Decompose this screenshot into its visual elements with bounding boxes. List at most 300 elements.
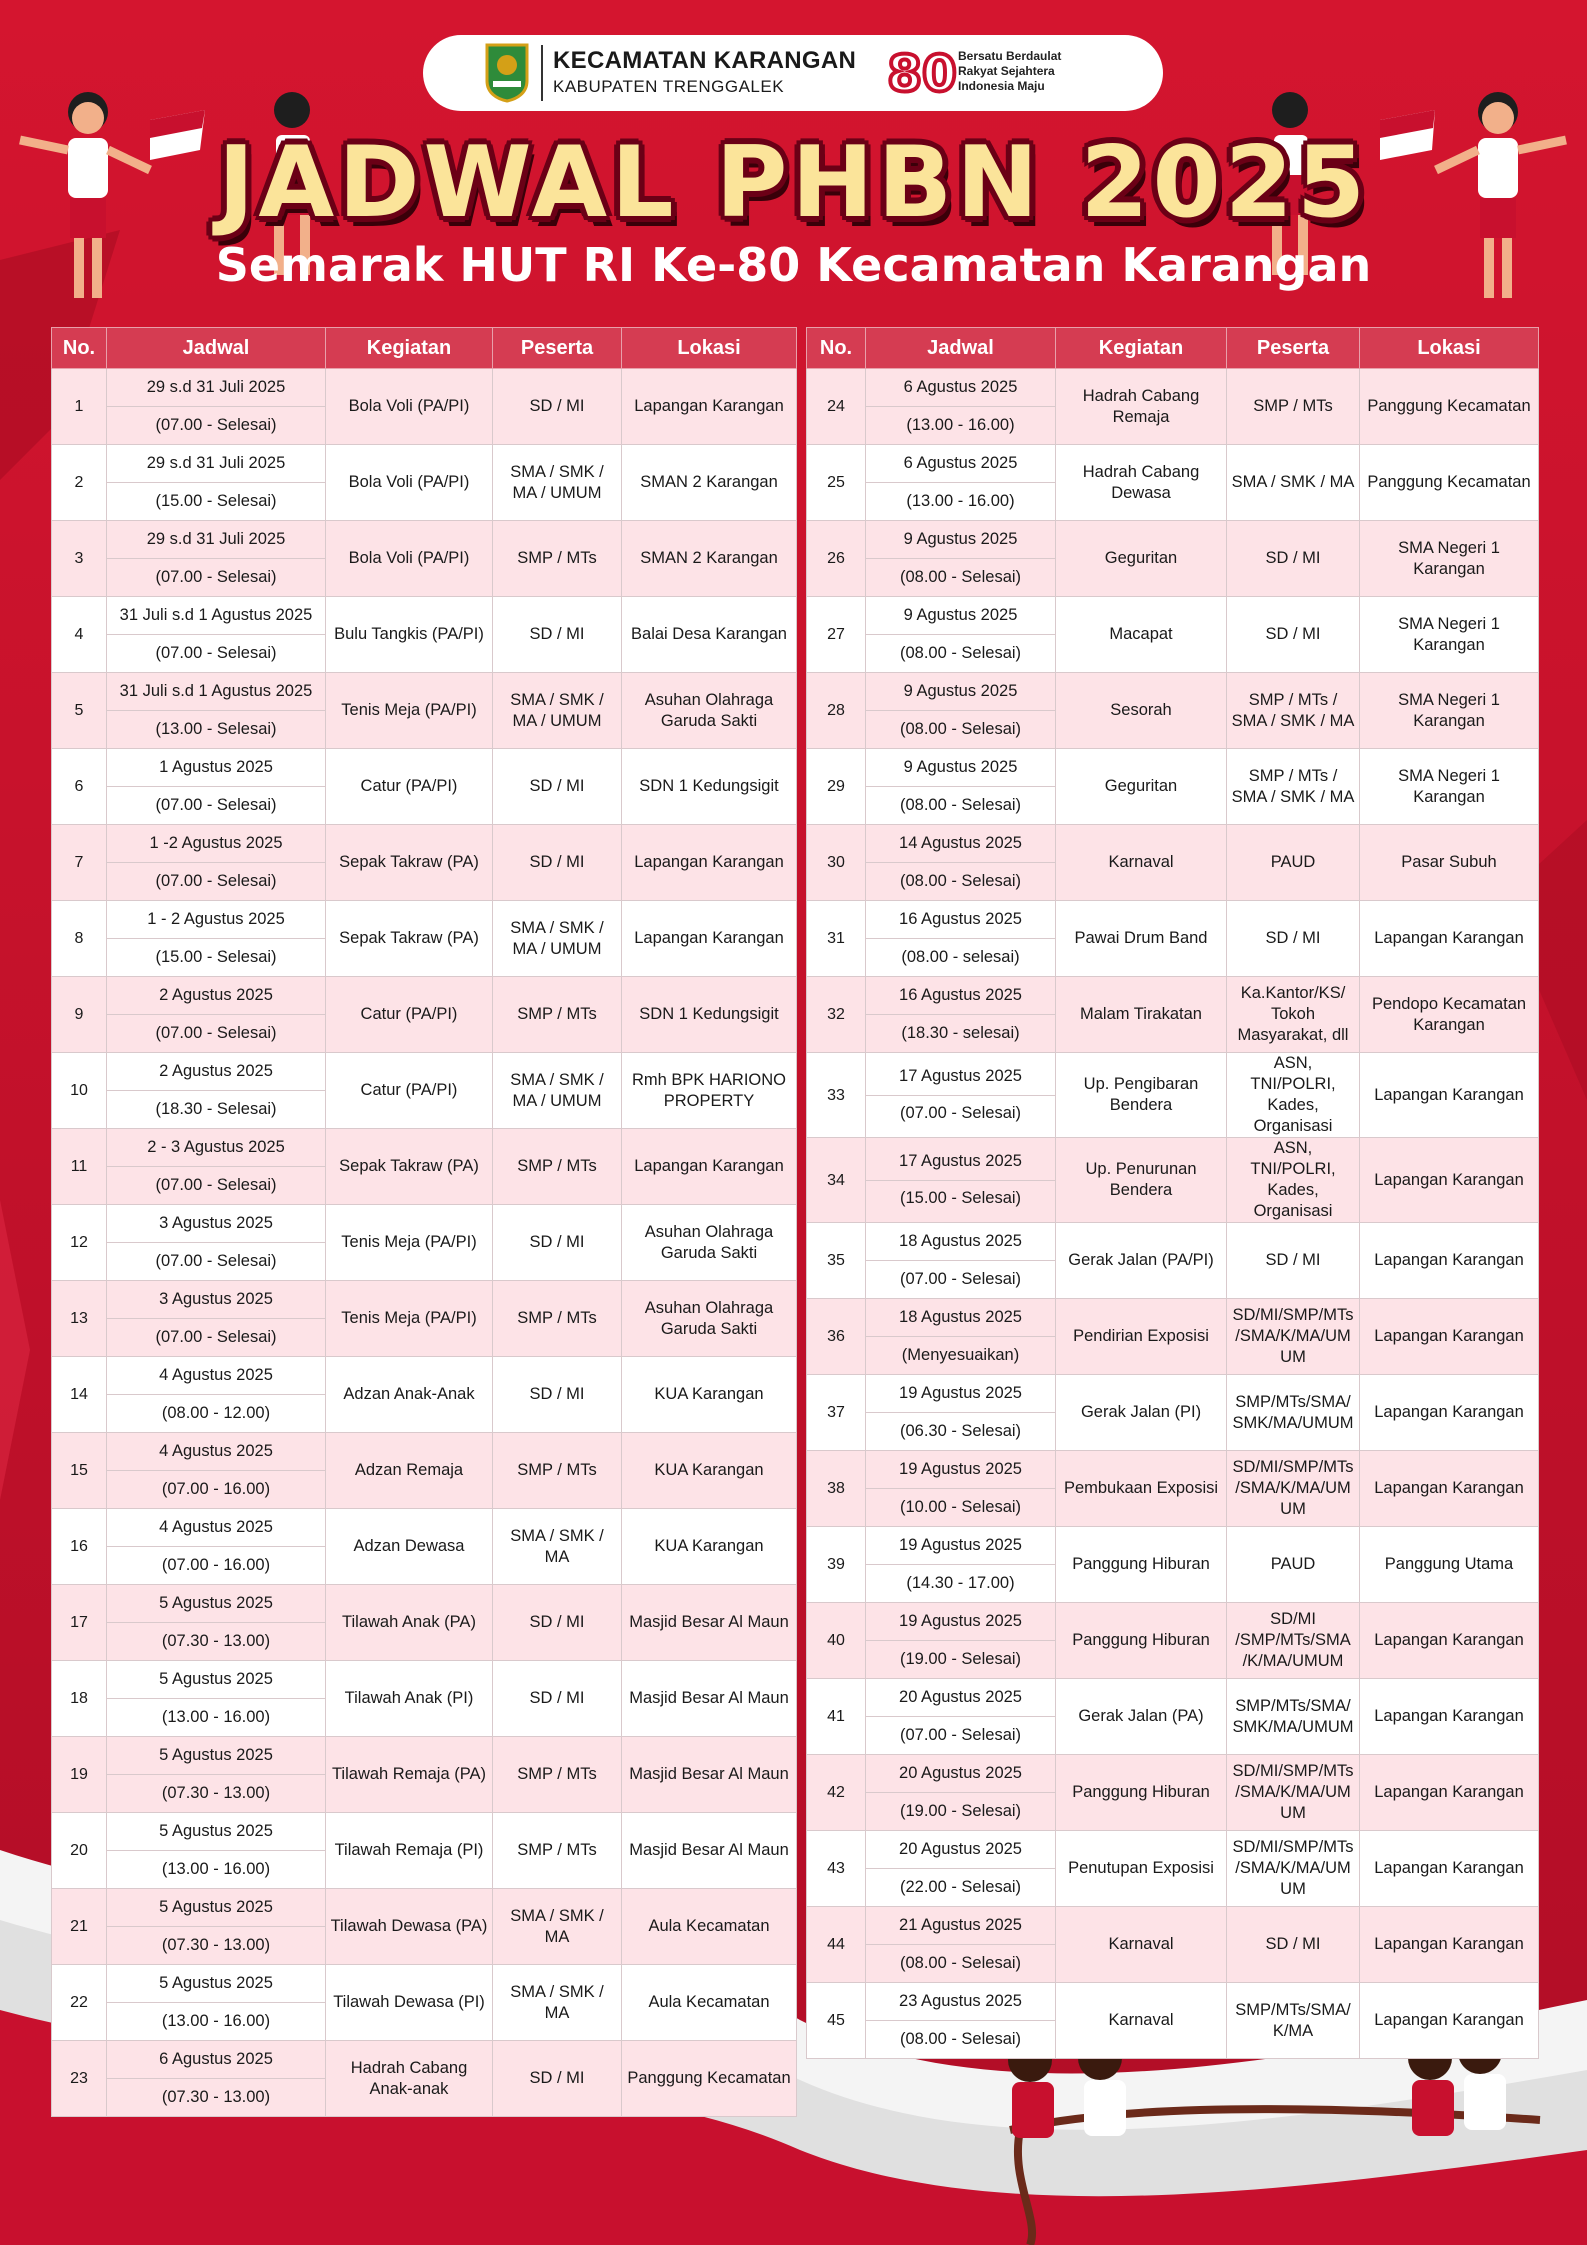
jadwal-cell bbox=[866, 1603, 1056, 1679]
row-number: 40 bbox=[807, 1603, 866, 1679]
lokasi-cell: Asuhan Olahraga Garuda Sakti bbox=[622, 1281, 797, 1357]
jadwal-cell bbox=[107, 825, 326, 901]
table-row bbox=[807, 1451, 1539, 1527]
jadwal-date: 16 Agustus 2025 bbox=[866, 902, 1055, 940]
row-number: 17 bbox=[52, 1585, 107, 1661]
peserta-cell: SD/MI/SMP/MTs /SMA/K/MA/UM UM bbox=[1227, 1299, 1360, 1375]
col-header-no: No. bbox=[807, 328, 866, 369]
table-row bbox=[52, 1129, 797, 1205]
lokasi-cell: Aula Kecamatan bbox=[622, 1889, 797, 1965]
jadwal-date: 20 Agustus 2025 bbox=[866, 1680, 1055, 1718]
kegiatan-cell: Tilawah Remaja (PA) bbox=[326, 1737, 493, 1813]
jadwal-date: 19 Agustus 2025 bbox=[866, 1452, 1055, 1490]
jadwal-time: (07.00 - Selesai) bbox=[899, 1725, 1022, 1744]
jadwal-time: (08.00 - Selesai) bbox=[899, 795, 1022, 814]
table-row bbox=[52, 445, 797, 521]
jadwal-date: 3 Agustus 2025 bbox=[107, 1206, 325, 1244]
table-row bbox=[807, 521, 1539, 597]
jadwal-time: (07.30 - 13.00) bbox=[161, 2087, 271, 2106]
jadwal-time: (07.00 - Selesai) bbox=[155, 1251, 277, 1270]
lokasi-cell: Masjid Besar Al Maun bbox=[622, 1737, 797, 1813]
lokasi-cell: Panggung Kecamatan bbox=[622, 2041, 797, 2117]
row-number: 32 bbox=[807, 977, 866, 1053]
table-row bbox=[52, 1053, 797, 1129]
jadwal-time: (08.00 - 12.00) bbox=[161, 1403, 271, 1422]
kegiatan-cell: Karnaval bbox=[1056, 1907, 1227, 1983]
row-number: 29 bbox=[807, 749, 866, 825]
jadwal-date: 6 Agustus 2025 bbox=[866, 370, 1055, 408]
peserta-cell: SMP / MTs bbox=[493, 1813, 622, 1889]
peserta-cell: SMA / SMK / MA / UMUM bbox=[493, 1053, 622, 1129]
row-number: 33 bbox=[807, 1053, 866, 1138]
jadwal-date: 18 Agustus 2025 bbox=[866, 1224, 1055, 1262]
kegiatan-cell: Sepak Takraw (PA) bbox=[326, 1129, 493, 1205]
kegiatan-cell: Penutupan Exposisi bbox=[1056, 1831, 1227, 1907]
jadwal-cell bbox=[107, 1585, 326, 1661]
kegiatan-cell: Panggung Hiburan bbox=[1056, 1755, 1227, 1831]
row-number: 25 bbox=[807, 445, 866, 521]
peserta-cell: SMP / MTs bbox=[493, 977, 622, 1053]
row-number: 4 bbox=[52, 597, 107, 673]
lokasi-cell: KUA Karangan bbox=[622, 1433, 797, 1509]
lokasi-cell: Panggung Utama bbox=[1360, 1527, 1539, 1603]
table-row bbox=[52, 673, 797, 749]
row-number: 30 bbox=[807, 825, 866, 901]
kegiatan-cell: Tilawah Anak (PA) bbox=[326, 1585, 493, 1661]
table-row bbox=[807, 901, 1539, 977]
kegiatan-cell: Bulu Tangkis (PA/PI) bbox=[326, 597, 493, 673]
table-row bbox=[807, 597, 1539, 673]
table-row bbox=[807, 1679, 1539, 1755]
jadwal-date: 2 Agustus 2025 bbox=[107, 1054, 325, 1092]
kegiatan-cell: Tilawah Anak (PI) bbox=[326, 1661, 493, 1737]
jadwal-time: (13.00 - 16.00) bbox=[906, 415, 1015, 434]
col-header-jadwal: Jadwal bbox=[866, 328, 1056, 369]
table-row bbox=[52, 1737, 797, 1813]
jadwal-time: (18.30 - selesai) bbox=[901, 1023, 1020, 1042]
kegiatan-cell: Adzan Remaja bbox=[326, 1433, 493, 1509]
jadwal-time: (07.30 - 13.00) bbox=[161, 1783, 271, 1802]
jadwal-cell bbox=[866, 521, 1056, 597]
lokasi-cell: Aula Kecamatan bbox=[622, 1965, 797, 2041]
jadwal-date: 9 Agustus 2025 bbox=[866, 522, 1055, 560]
lokasi-cell: Lapangan Karangan bbox=[1360, 1138, 1539, 1223]
row-number: 5 bbox=[52, 673, 107, 749]
jadwal-date: 6 Agustus 2025 bbox=[107, 2042, 325, 2080]
tagline-line3: Indonesia Maju bbox=[958, 79, 1045, 93]
lokasi-cell: SMAN 2 Karangan bbox=[622, 445, 797, 521]
kegiatan-cell: Sesorah bbox=[1056, 673, 1227, 749]
jadwal-date: 18 Agustus 2025 bbox=[866, 1300, 1055, 1338]
jadwal-cell bbox=[107, 901, 326, 977]
jadwal-date: 19 Agustus 2025 bbox=[866, 1604, 1055, 1642]
jadwal-cell bbox=[866, 597, 1056, 673]
jadwal-date: 5 Agustus 2025 bbox=[107, 1586, 325, 1624]
row-number: 23 bbox=[52, 2041, 107, 2117]
row-number: 31 bbox=[807, 901, 866, 977]
kegiatan-cell: Tilawah Dewasa (PI) bbox=[326, 1965, 493, 2041]
row-number: 10 bbox=[52, 1053, 107, 1129]
row-number: 8 bbox=[52, 901, 107, 977]
jadwal-cell bbox=[866, 1451, 1056, 1527]
peserta-cell: SD / MI bbox=[493, 1357, 622, 1433]
jadwal-time: (08.00 - selesai) bbox=[901, 947, 1020, 966]
table-row bbox=[52, 1965, 797, 2041]
lokasi-cell: Asuhan Olahraga Garuda Sakti bbox=[622, 1205, 797, 1281]
row-number: 6 bbox=[52, 749, 107, 825]
lokasi-cell: Lapangan Karangan bbox=[1360, 1223, 1539, 1299]
jadwal-date: 1 -2 Agustus 2025 bbox=[107, 826, 325, 864]
peserta-cell: SMP / MTs / SMA / SMK / MA bbox=[1227, 749, 1360, 825]
row-number: 41 bbox=[807, 1679, 866, 1755]
lokasi-cell: SMAN 2 Karangan bbox=[622, 521, 797, 597]
jadwal-cell bbox=[866, 1831, 1056, 1907]
kegiatan-cell: Tilawah Remaja (PI) bbox=[326, 1813, 493, 1889]
lokasi-cell: Panggung Kecamatan bbox=[1360, 369, 1539, 445]
jadwal-time: (07.00 - Selesai) bbox=[155, 1327, 277, 1346]
page-subtitle: Semarak HUT RI Ke-80 Kecamatan Karangan bbox=[215, 238, 1372, 292]
jadwal-time: (07.30 - 13.00) bbox=[161, 1935, 271, 1954]
lokasi-cell: Lapangan Karangan bbox=[1360, 1603, 1539, 1679]
jadwal-cell bbox=[107, 1661, 326, 1737]
kegiatan-cell: Up. Penurunan Bendera bbox=[1056, 1138, 1227, 1223]
kegiatan-cell: Gerak Jalan (PA/PI) bbox=[1056, 1223, 1227, 1299]
jadwal-time: (08.00 - Selesai) bbox=[899, 643, 1022, 662]
peserta-cell: SMP / MTs bbox=[1227, 369, 1360, 445]
kegiatan-cell: Macapat bbox=[1056, 597, 1227, 673]
lokasi-cell: Pasar Subuh bbox=[1360, 825, 1539, 901]
jadwal-time: (13.00 - 16.00) bbox=[161, 1707, 271, 1726]
jadwal-time: (19.00 - Selesai) bbox=[899, 1649, 1022, 1668]
jadwal-time: (06.30 - Selesai) bbox=[899, 1421, 1022, 1440]
jadwal-date: 9 Agustus 2025 bbox=[866, 598, 1055, 636]
peserta-cell: SMA / SMK / MA / UMUM bbox=[493, 901, 622, 977]
jadwal-time: (18.30 - Selesai) bbox=[155, 1099, 277, 1118]
peserta-cell: ASN, TNI/POLRI, Kades, Organisasi bbox=[1227, 1053, 1360, 1138]
kegiatan-cell: Pendirian Exposisi bbox=[1056, 1299, 1227, 1375]
kegiatan-cell: Hadrah Cabang Remaja bbox=[1056, 369, 1227, 445]
lokasi-cell: Lapangan Karangan bbox=[622, 825, 797, 901]
lokasi-cell: Lapangan Karangan bbox=[1360, 1755, 1539, 1831]
kegiatan-cell: Panggung Hiburan bbox=[1056, 1603, 1227, 1679]
jadwal-date: 2 - 3 Agustus 2025 bbox=[107, 1130, 325, 1168]
col-header-peserta: Peserta bbox=[493, 328, 622, 369]
jadwal-date: 5 Agustus 2025 bbox=[107, 1814, 325, 1852]
row-number: 34 bbox=[807, 1138, 866, 1223]
jadwal-date: 9 Agustus 2025 bbox=[866, 674, 1055, 712]
row-number: 2 bbox=[52, 445, 107, 521]
table-row bbox=[807, 369, 1539, 445]
peserta-cell: SD / MI bbox=[1227, 521, 1360, 597]
peserta-cell: SMP/MTs/SMA/ SMK/MA/UMUM bbox=[1227, 1375, 1360, 1451]
row-number: 12 bbox=[52, 1205, 107, 1281]
lokasi-cell: Lapangan Karangan bbox=[1360, 1053, 1539, 1138]
jadwal-date: 29 s.d 31 Juli 2025 bbox=[107, 370, 325, 408]
jadwal-date: 6 Agustus 2025 bbox=[866, 446, 1055, 484]
peserta-cell: SD / MI bbox=[493, 825, 622, 901]
row-number: 44 bbox=[807, 1907, 866, 1983]
table-row bbox=[807, 1907, 1539, 1983]
row-number: 15 bbox=[52, 1433, 107, 1509]
jadwal-cell bbox=[107, 1737, 326, 1813]
table-row bbox=[52, 825, 797, 901]
kegiatan-cell: Catur (PA/PI) bbox=[326, 977, 493, 1053]
kegiatan-cell: Tenis Meja (PA/PI) bbox=[326, 1281, 493, 1357]
table-row bbox=[807, 1527, 1539, 1603]
kegiatan-cell: Bola Voli (PA/PI) bbox=[326, 521, 493, 597]
table-row bbox=[52, 1433, 797, 1509]
jadwal-date: 23 Agustus 2025 bbox=[866, 1984, 1055, 2022]
jadwal-cell bbox=[107, 1281, 326, 1357]
lokasi-cell: Lapangan Karangan bbox=[1360, 1375, 1539, 1451]
lokasi-cell: SDN 1 Kedungsigit bbox=[622, 977, 797, 1053]
table-row bbox=[807, 1755, 1539, 1831]
jadwal-cell bbox=[866, 1527, 1056, 1603]
kegiatan-cell: Gerak Jalan (PI) bbox=[1056, 1375, 1227, 1451]
jadwal-date: 3 Agustus 2025 bbox=[107, 1282, 325, 1320]
jadwal-time: (08.00 - Selesai) bbox=[899, 871, 1022, 890]
kegiatan-cell: Tenis Meja (PA/PI) bbox=[326, 673, 493, 749]
table-row bbox=[52, 1281, 797, 1357]
row-number: 20 bbox=[52, 1813, 107, 1889]
jadwal-cell bbox=[866, 749, 1056, 825]
col-header-lokasi: Lokasi bbox=[622, 328, 797, 369]
col-header-no: No. bbox=[52, 328, 107, 369]
peserta-cell: SMA / SMK / MA / UMUM bbox=[493, 673, 622, 749]
lokasi-cell: Masjid Besar Al Maun bbox=[622, 1813, 797, 1889]
page-title: JADWAL PHBN 2025 bbox=[217, 126, 1370, 240]
kegiatan-cell: Geguritan bbox=[1056, 521, 1227, 597]
lokasi-cell: KUA Karangan bbox=[622, 1357, 797, 1433]
jadwal-cell bbox=[107, 369, 326, 445]
jadwal-date: 1 Agustus 2025 bbox=[107, 750, 325, 788]
table-row bbox=[807, 1223, 1539, 1299]
row-number: 22 bbox=[52, 1965, 107, 2041]
table-row bbox=[807, 1053, 1539, 1138]
jadwal-time: (07.00 - Selesai) bbox=[899, 1104, 1022, 1123]
row-number: 45 bbox=[807, 1983, 866, 2059]
peserta-cell: Ka.Kantor/KS/ Tokoh Masyarakat, dll bbox=[1227, 977, 1360, 1053]
lokasi-cell: Lapangan Karangan bbox=[622, 1129, 797, 1205]
peserta-cell: SD / MI bbox=[493, 597, 622, 673]
hut-ri-80-logo-icon bbox=[887, 43, 957, 103]
peserta-cell: SMA / SMK / MA bbox=[493, 1509, 622, 1585]
lokasi-cell: Lapangan Karangan bbox=[1360, 901, 1539, 977]
jadwal-cell bbox=[107, 445, 326, 521]
kegiatan-cell: Catur (PA/PI) bbox=[326, 749, 493, 825]
table-row bbox=[52, 1813, 797, 1889]
peserta-cell: SMA / SMK / MA bbox=[493, 1965, 622, 2041]
table-row bbox=[807, 1375, 1539, 1451]
jadwal-date: 19 Agustus 2025 bbox=[866, 1528, 1055, 1566]
jadwal-time: (10.00 - Selesai) bbox=[899, 1497, 1022, 1516]
row-number: 24 bbox=[807, 369, 866, 445]
row-number: 1 bbox=[52, 369, 107, 445]
jadwal-date: 2 Agustus 2025 bbox=[107, 978, 325, 1016]
peserta-cell: SD / MI bbox=[1227, 1223, 1360, 1299]
col-header-jadwal: Jadwal bbox=[107, 328, 326, 369]
row-number: 26 bbox=[807, 521, 866, 597]
peserta-cell: SMP/MTs/SMA/ K/MA bbox=[1227, 1983, 1360, 2059]
kegiatan-cell: Hadrah Cabang Anak-anak bbox=[326, 2041, 493, 2117]
jadwal-time: (15.00 - Selesai) bbox=[155, 491, 277, 510]
jadwal-date: 4 Agustus 2025 bbox=[107, 1434, 325, 1472]
jadwal-date: 1 - 2 Agustus 2025 bbox=[107, 902, 325, 940]
jadwal-cell bbox=[107, 1433, 326, 1509]
jadwal-time: (07.00 - Selesai) bbox=[155, 1175, 277, 1194]
kegiatan-cell: Bola Voli (PA/PI) bbox=[326, 445, 493, 521]
lokasi-cell: Lapangan Karangan bbox=[1360, 1907, 1539, 1983]
jadwal-cell bbox=[107, 1889, 326, 1965]
org-line2: KABUPATEN TRENGGALEK bbox=[553, 77, 785, 96]
jadwal-cell bbox=[866, 901, 1056, 977]
jadwal-cell bbox=[107, 1205, 326, 1281]
jadwal-date: 5 Agustus 2025 bbox=[107, 1738, 325, 1776]
jadwal-date: 20 Agustus 2025 bbox=[866, 1832, 1055, 1870]
lokasi-cell: SMA Negeri 1 Karangan bbox=[1360, 673, 1539, 749]
jadwal-cell bbox=[866, 977, 1056, 1053]
peserta-cell: SD / MI bbox=[493, 1661, 622, 1737]
jadwal-time: (07.00 - Selesai) bbox=[155, 415, 277, 434]
jadwal-cell bbox=[866, 1679, 1056, 1755]
peserta-cell: SD/MI/SMP/MTs /SMA/K/MA/UM UM bbox=[1227, 1755, 1360, 1831]
jadwal-date: 20 Agustus 2025 bbox=[866, 1756, 1055, 1794]
jadwal-time: (Menyesuaikan) bbox=[901, 1345, 1020, 1364]
peserta-cell: SD / MI bbox=[1227, 1907, 1360, 1983]
row-number: 3 bbox=[52, 521, 107, 597]
row-number: 39 bbox=[807, 1527, 866, 1603]
peserta-cell: ASN, TNI/POLRI, Kades, Organisasi bbox=[1227, 1138, 1360, 1223]
peserta-cell: SD / MI bbox=[493, 1585, 622, 1661]
lokasi-cell: Panggung Kecamatan bbox=[1360, 445, 1539, 521]
lokasi-cell: Lapangan Karangan bbox=[1360, 1451, 1539, 1527]
kegiatan-cell: Pembukaan Exposisi bbox=[1056, 1451, 1227, 1527]
lokasi-cell: Masjid Besar Al Maun bbox=[622, 1661, 797, 1737]
kegiatan-cell: Bola Voli (PA/PI) bbox=[326, 369, 493, 445]
jadwal-time: (15.00 - Selesai) bbox=[899, 1189, 1022, 1208]
jadwal-time: (22.00 - Selesai) bbox=[899, 1877, 1022, 1896]
lokasi-cell: Lapangan Karangan bbox=[1360, 1679, 1539, 1755]
lokasi-cell: Rmh BPK HARIONO PROPERTY bbox=[622, 1053, 797, 1129]
jadwal-cell bbox=[866, 445, 1056, 521]
jadwal-cell bbox=[107, 1813, 326, 1889]
jadwal-cell bbox=[107, 1129, 326, 1205]
jadwal-time: (15.00 - Selesai) bbox=[155, 947, 277, 966]
col-header-kegiatan: Kegiatan bbox=[326, 328, 493, 369]
jadwal-cell bbox=[107, 1509, 326, 1585]
jadwal-time: (13.00 - 16.00) bbox=[161, 2011, 271, 2030]
table-row bbox=[52, 2041, 797, 2117]
jadwal-date: 14 Agustus 2025 bbox=[866, 826, 1055, 864]
table-row bbox=[52, 1205, 797, 1281]
lokasi-cell: Lapangan Karangan bbox=[622, 369, 797, 445]
jadwal-date: 31 Juli s.d 1 Agustus 2025 bbox=[107, 598, 325, 636]
tagline-line1: Bersatu Berdaulat bbox=[958, 49, 1062, 63]
schedule-table-right bbox=[806, 327, 1539, 2059]
peserta-cell: SD / MI bbox=[493, 369, 622, 445]
row-number: 9 bbox=[52, 977, 107, 1053]
kegiatan-cell: Karnaval bbox=[1056, 825, 1227, 901]
table-row bbox=[52, 1509, 797, 1585]
table-row bbox=[52, 369, 797, 445]
row-number: 16 bbox=[52, 1509, 107, 1585]
lokasi-cell: SMA Negeri 1 Karangan bbox=[1360, 749, 1539, 825]
jadwal-cell bbox=[866, 1223, 1056, 1299]
row-number: 28 bbox=[807, 673, 866, 749]
peserta-cell: SMA / SMK / MA bbox=[493, 1889, 622, 1965]
kegiatan-cell: Tilawah Dewasa (PA) bbox=[326, 1889, 493, 1965]
kegiatan-cell: Catur (PA/PI) bbox=[326, 1053, 493, 1129]
jadwal-time: (07.00 - Selesai) bbox=[155, 1023, 277, 1042]
jadwal-date: 4 Agustus 2025 bbox=[107, 1358, 325, 1396]
kegiatan-cell: Adzan Anak-Anak bbox=[326, 1357, 493, 1433]
row-number: 42 bbox=[807, 1755, 866, 1831]
jadwal-date: 17 Agustus 2025 bbox=[866, 1058, 1055, 1096]
peserta-cell: SD / MI bbox=[493, 2041, 622, 2117]
jadwal-time: (13.00 - Selesai) bbox=[155, 719, 277, 738]
row-number: 11 bbox=[52, 1129, 107, 1205]
peserta-cell: SD / MI bbox=[1227, 901, 1360, 977]
jadwal-cell bbox=[107, 1357, 326, 1433]
jadwal-date: 17 Agustus 2025 bbox=[866, 1143, 1055, 1181]
table-row bbox=[807, 445, 1539, 521]
jadwal-time: (07.00 - Selesai) bbox=[155, 567, 277, 586]
lokasi-cell: Lapangan Karangan bbox=[622, 901, 797, 977]
peserta-cell: SD / MI bbox=[493, 1205, 622, 1281]
lokasi-cell: SMA Negeri 1 Karangan bbox=[1360, 597, 1539, 673]
schedule-table-left bbox=[51, 327, 797, 2117]
kegiatan-cell: Pawai Drum Band bbox=[1056, 901, 1227, 977]
jadwal-time: (13.00 - 16.00) bbox=[906, 491, 1015, 510]
jadwal-date: 5 Agustus 2025 bbox=[107, 1890, 325, 1928]
table-row bbox=[807, 1831, 1539, 1907]
jadwal-time: (13.00 - 16.00) bbox=[161, 1859, 271, 1878]
kegiatan-cell: Sepak Takraw (PA) bbox=[326, 825, 493, 901]
jadwal-cell bbox=[866, 673, 1056, 749]
organization-name bbox=[553, 47, 856, 97]
tagline-line2: Rakyat Sejahtera bbox=[958, 64, 1055, 78]
jadwal-cell bbox=[866, 1375, 1056, 1451]
row-number: 35 bbox=[807, 1223, 866, 1299]
col-header-peserta: Peserta bbox=[1227, 328, 1360, 369]
peserta-cell: SMP / MTs bbox=[493, 1281, 622, 1357]
jadwal-time: (14.30 - 17.00) bbox=[906, 1573, 1015, 1592]
lokasi-cell: Masjid Besar Al Maun bbox=[622, 1585, 797, 1661]
table-row bbox=[52, 1661, 797, 1737]
jadwal-cell bbox=[107, 597, 326, 673]
jadwal-date: 31 Juli s.d 1 Agustus 2025 bbox=[107, 674, 325, 712]
row-number: 43 bbox=[807, 1831, 866, 1907]
lokasi-cell: Lapangan Karangan bbox=[1360, 1983, 1539, 2059]
jadwal-cell bbox=[107, 521, 326, 597]
jadwal-cell bbox=[107, 1053, 326, 1129]
jadwal-cell bbox=[866, 1755, 1056, 1831]
kegiatan-cell: Gerak Jalan (PA) bbox=[1056, 1679, 1227, 1755]
kegiatan-cell: Adzan Dewasa bbox=[326, 1509, 493, 1585]
jadwal-cell bbox=[866, 825, 1056, 901]
header-divider bbox=[541, 45, 543, 101]
kegiatan-cell: Tenis Meja (PA/PI) bbox=[326, 1205, 493, 1281]
jadwal-time: (07.00 - 16.00) bbox=[161, 1555, 271, 1574]
lokasi-cell: Pendopo Kecamatan Karangan bbox=[1360, 977, 1539, 1053]
jadwal-cell bbox=[107, 2041, 326, 2117]
jadwal-cell bbox=[107, 1965, 326, 2041]
row-number: 21 bbox=[52, 1889, 107, 1965]
kegiatan-cell: Up. Pengibaran Bendera bbox=[1056, 1053, 1227, 1138]
kegiatan-cell: Panggung Hiburan bbox=[1056, 1527, 1227, 1603]
jadwal-date: 21 Agustus 2025 bbox=[866, 1908, 1055, 1946]
row-number: 18 bbox=[52, 1661, 107, 1737]
